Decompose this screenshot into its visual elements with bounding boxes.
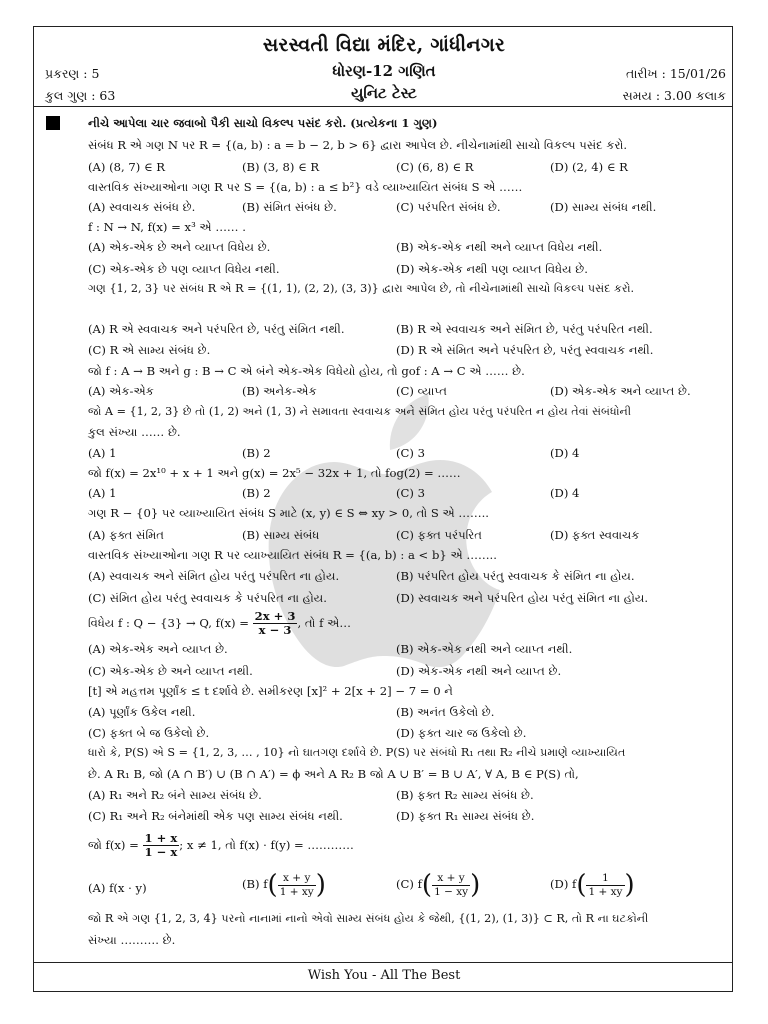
option-label: (D) f bbox=[550, 877, 577, 891]
footer-message: Wish You - All The Best bbox=[307, 968, 461, 983]
question-text bbox=[88, 832, 354, 860]
exam-date: તારીખ : 15/01/26 bbox=[626, 66, 726, 81]
fraction bbox=[253, 610, 298, 638]
option-b: (B) 2 bbox=[242, 486, 271, 500]
question-text: ગણ R − {0} પર વ્યાખ્યાયિત સંબંધ S માટે (x, y) ∈ S ⇔ xy > 0, તો S એ …….. bbox=[88, 506, 489, 520]
option-d: (D) ફક્ત સ્વવાચક bbox=[550, 528, 640, 542]
option-label: (C) f bbox=[396, 877, 422, 891]
question-text: f : N → N, f(x) = x³ એ …… . bbox=[88, 220, 246, 234]
option-a: (A) f(x · y) bbox=[88, 881, 147, 895]
option-c: (C) R એ સામ્ય સંબંધ છે. bbox=[88, 343, 211, 357]
option-b: (B) એક-એક નથી અને વ્યાપ્ત વિધેય નથી. bbox=[396, 240, 603, 254]
option-c: (C) પરંપરિત સંબંધ છે. bbox=[396, 200, 501, 214]
option-a: (A) ફક્ત સંમિત bbox=[88, 528, 164, 542]
option-label: (B) f bbox=[242, 877, 268, 891]
option-a: (A) એક-એક છે અને વ્યાપ્ત વિધેય છે. bbox=[88, 240, 271, 254]
option-c: (C) 3 bbox=[396, 486, 425, 500]
fraction-denominator: x − 3 bbox=[258, 623, 292, 638]
option-a: (A) (8, 7) ∈ R bbox=[88, 160, 165, 174]
option-d: (D) ફક્ત R₁ સામ્ય સંબંધ છે. bbox=[396, 809, 535, 823]
question-prefix: જો f(x) = bbox=[88, 837, 143, 852]
option-d: (D) સામ્ય સંબંધ નથી. bbox=[550, 200, 657, 214]
option-d: (D) સ્વવાચક અને પરંપરિત હોય પરંતુ સંમિત ના હોય. bbox=[396, 591, 649, 605]
option-d: (D) 4 bbox=[550, 486, 580, 500]
standard-subject: ધોરણ-12 ગણિત bbox=[332, 62, 436, 80]
option-c: (C) R₁ અને R₂ બંનેમાંથી એક પણ સામ્ય સંબંધ નથી. bbox=[88, 809, 343, 823]
question-text: વાસ્તવિક સંખ્યાઓના ગણ R પર S = {(a, b) : a ≤ b²} વડે વ્યાખ્યાયિત સંબંધ S એ …… bbox=[88, 180, 523, 194]
option-c: (C) એક-એક છે પણ વ્યાપ્ત વિધેય નથી. bbox=[88, 262, 280, 276]
option-c: (C) એક-એક છે અને વ્યાપ્ત નથી. bbox=[88, 664, 253, 678]
option-d: (D) એક-એક નથી અને વ્યાપ્ત છે. bbox=[396, 664, 562, 678]
question-text-continued: સંખ્યા ………. છે. bbox=[88, 933, 176, 947]
fraction-numerator: 1 bbox=[586, 872, 624, 885]
fraction bbox=[432, 872, 470, 897]
question-text: જો A = {1, 2, 3} છે તો (1, 2) અને (1, 3) ને સમાવતા સ્વવાચક અને સંમિત હોય પરંતુ પરંપરિત ન હોય તેવાં સંબંધોની bbox=[88, 405, 632, 418]
exam-duration: સમય : 3.00 કલાક bbox=[622, 88, 726, 103]
option-a: (A) 1 bbox=[88, 486, 117, 500]
question-text bbox=[88, 610, 351, 638]
test-type: યુનિટ ટેસ્ટ bbox=[351, 84, 417, 102]
question-suffix: ; x ≠ 1, તો f(x) · f(y) = ………… bbox=[179, 837, 354, 852]
option-a: (A) પૂર્ણાંક ઉકેલ નથી. bbox=[88, 705, 196, 719]
option-b: (B) R એ સ્વવાચક અને સંમિત છે, પરંતુ પરંપરિત નથી. bbox=[396, 322, 653, 336]
fraction-denominator: 1 + xy bbox=[588, 885, 623, 898]
fraction-numerator: 1 + x bbox=[144, 831, 178, 845]
option-d: (D) ફક્ત ચાર જ ઉકેલો છે. bbox=[396, 726, 527, 740]
option-b: (B) f( $\frac{x + y}{1 + xy}$ ) bbox=[242, 870, 326, 900]
school-title: સરસ્વતી વિદ્યા મંદિર, ગાંધીનગર bbox=[262, 34, 506, 56]
question-text-continued: કુલ સંખ્યા …… છે. bbox=[88, 425, 181, 439]
question-text-continued: છે. A R₁ B, જો (A ∩ B′) ∪ (B ∩ A′) = ϕ અને A R₂ B જો A ∪ B′ = B ∪ A′, ∀ A, B ∈ P(S) તો, bbox=[88, 767, 579, 781]
option-b: (B) ફક્ત R₂ સામ્ય સંબંધ છે. bbox=[396, 788, 534, 802]
footer-divider bbox=[34, 962, 732, 963]
fraction-numerator: 2x + 3 bbox=[254, 609, 296, 623]
question-text: ધારો કે, P(S) એ S = {1, 2, 3, … , 10} નો ઘાતગણ દર્શાવે છે. P(S) પર સંબંધો R₁ તથા R₂ નીચે પ્રમાણે વ્યાખ્યાયિત bbox=[88, 746, 626, 759]
option-a: (A) સ્વવાચક સંબંધ છે. bbox=[88, 200, 196, 214]
option-b: (B) (3, 8) ∈ R bbox=[242, 160, 320, 174]
fraction bbox=[278, 872, 316, 897]
option-d: (D) 4 bbox=[550, 446, 580, 460]
option-c: (C) ફક્ત પરંપરિત bbox=[396, 528, 482, 542]
question-text: વાસ્તવિક સંખ્યાઓના ગણ R પર વ્યાખ્યાયિત સંબંધ R = {(a, b) : a < b} એ …….. bbox=[88, 548, 497, 562]
option-d: (D) એક-એક અને વ્યાપ્ત છે. bbox=[550, 384, 691, 398]
option-c: (C) (6, 8) ∈ R bbox=[396, 160, 474, 174]
option-b: (B) અનંત ઉકેલો છે. bbox=[396, 705, 495, 719]
fraction bbox=[143, 832, 180, 860]
fraction-numerator: x + y bbox=[278, 872, 316, 885]
question-text: જો f : A → B અને g : B → C એ બંને એક-એક વિધેયો હોય, તો gof : A → C એ …… છે. bbox=[88, 364, 525, 378]
header-divider bbox=[34, 106, 732, 107]
question-text: જો R એ ગણ {1, 2, 3, 4} પરનો નાનામાં નાનો એવો સામ્ય સંબંધ હોય કે જેથી, {(1, 2), (1, 3)} ⊂ R, તો R ના ઘટકોની bbox=[88, 912, 649, 925]
question-text: જો f(x) = 2x¹⁰ + x + 1 અને g(x) = 2x⁵ − 32x + 1, તો fog(2) = …… bbox=[88, 466, 461, 480]
option-a: (A) એક-એક અને વ્યાપ્ત છે. bbox=[88, 642, 228, 656]
option-b: (B) પરંપરિત હોય પરંતુ સ્વવાચક કે સંમિત ના હોય. bbox=[396, 569, 635, 583]
option-c: (C) સંમિત હોય પરંતુ સ્વવાચક કે પરંપરિત ના હોય. bbox=[88, 591, 327, 605]
option-b: (B) 2 bbox=[242, 446, 271, 460]
option-d: (D) R એ સંમિત અને પરંપરિત છે, પરંતુ સ્વવાચક નથી. bbox=[396, 343, 654, 357]
fraction-numerator: x + y bbox=[432, 872, 470, 885]
total-marks: કુલ ગુણ : 63 bbox=[45, 88, 116, 103]
option-c: (C) વ્યાપ્ત bbox=[396, 384, 447, 398]
section-instruction: નીચે આપેલા ચાર જવાબો પૈકી સાચો વિકલ્પ પસંદ કરો. (પ્રત્યેકના 1 ગુણ) bbox=[88, 116, 438, 130]
option-d: (D) (2, 4) ∈ R bbox=[550, 160, 628, 174]
fraction-denominator: 1 − x bbox=[144, 845, 178, 860]
option-c: (C) 3 bbox=[396, 446, 425, 460]
option-a: (A) 1 bbox=[88, 446, 117, 460]
option-c: (C) ફક્ત બે જ ઉકેલો છે. bbox=[88, 726, 210, 740]
question-suffix: , તો f એ… bbox=[297, 615, 351, 630]
option-a: (A) એક-એક bbox=[88, 384, 154, 398]
question-text: ગણ {1, 2, 3} પર સંબંધ R એ R = {(1, 1), (2, 2), (3, 3)} દ્વારા આપેલ છે, તો નીચેનામાંથી સાચો વિકલ્પ પસંદ કરો. bbox=[88, 282, 635, 295]
question-prefix: વિધેય f : Q − {3} → Q, f(x) = bbox=[88, 615, 253, 630]
option-b: (B) એક-એક નથી અને વ્યાપ્ત નથી. bbox=[396, 642, 573, 656]
option-b: (B) અનેક-એક bbox=[242, 384, 317, 398]
section-bullet bbox=[46, 116, 60, 130]
option-a: (A) સ્વવાચક અને સંમિત હોય પરંતુ પરંપરિત ના હોય. bbox=[88, 569, 340, 583]
fraction bbox=[586, 872, 624, 897]
option-c: (C) f( $\frac{x + y}{1 - xy}$ ) bbox=[396, 870, 481, 900]
option-b: (B) સામ્ય સંબંધ bbox=[242, 528, 320, 542]
option-d: (D) એક-એક નથી પણ વ્યાપ્ત વિધેય છે. bbox=[396, 262, 588, 276]
option-a: (A) R એ સ્વવાચક અને પરંપરિત છે, પરંતુ સંમિત નથી. bbox=[88, 322, 345, 336]
chapter-number: પ્રકરણ : 5 bbox=[45, 66, 100, 81]
fraction-denominator: 1 − xy bbox=[434, 885, 469, 898]
option-a: (A) R₁ અને R₂ બંને સામ્ય સંબંધ છે. bbox=[88, 788, 262, 802]
question-text: [t] એ મહત્તમ પૂર્ણાંક ≤ t દર્શાવે છે. સમીકરણ [x]² + 2[x + 2] − 7 = 0 ને bbox=[88, 684, 453, 698]
option-b: (B) સંમિત સંબંધ છે. bbox=[242, 200, 337, 214]
option-d: (D) f( $\frac{1}{1 + xy}$ ) bbox=[550, 870, 635, 900]
fraction-denominator: 1 + xy bbox=[279, 885, 314, 898]
question-text: સંબંધ R એ ગણ N પર R = {(a, b) : a = b − 2, b > 6} દ્વારા આપેલ છે. નીચેનામાંથી સાચો વિકલ્પ પસંદ કરો. bbox=[88, 138, 628, 152]
